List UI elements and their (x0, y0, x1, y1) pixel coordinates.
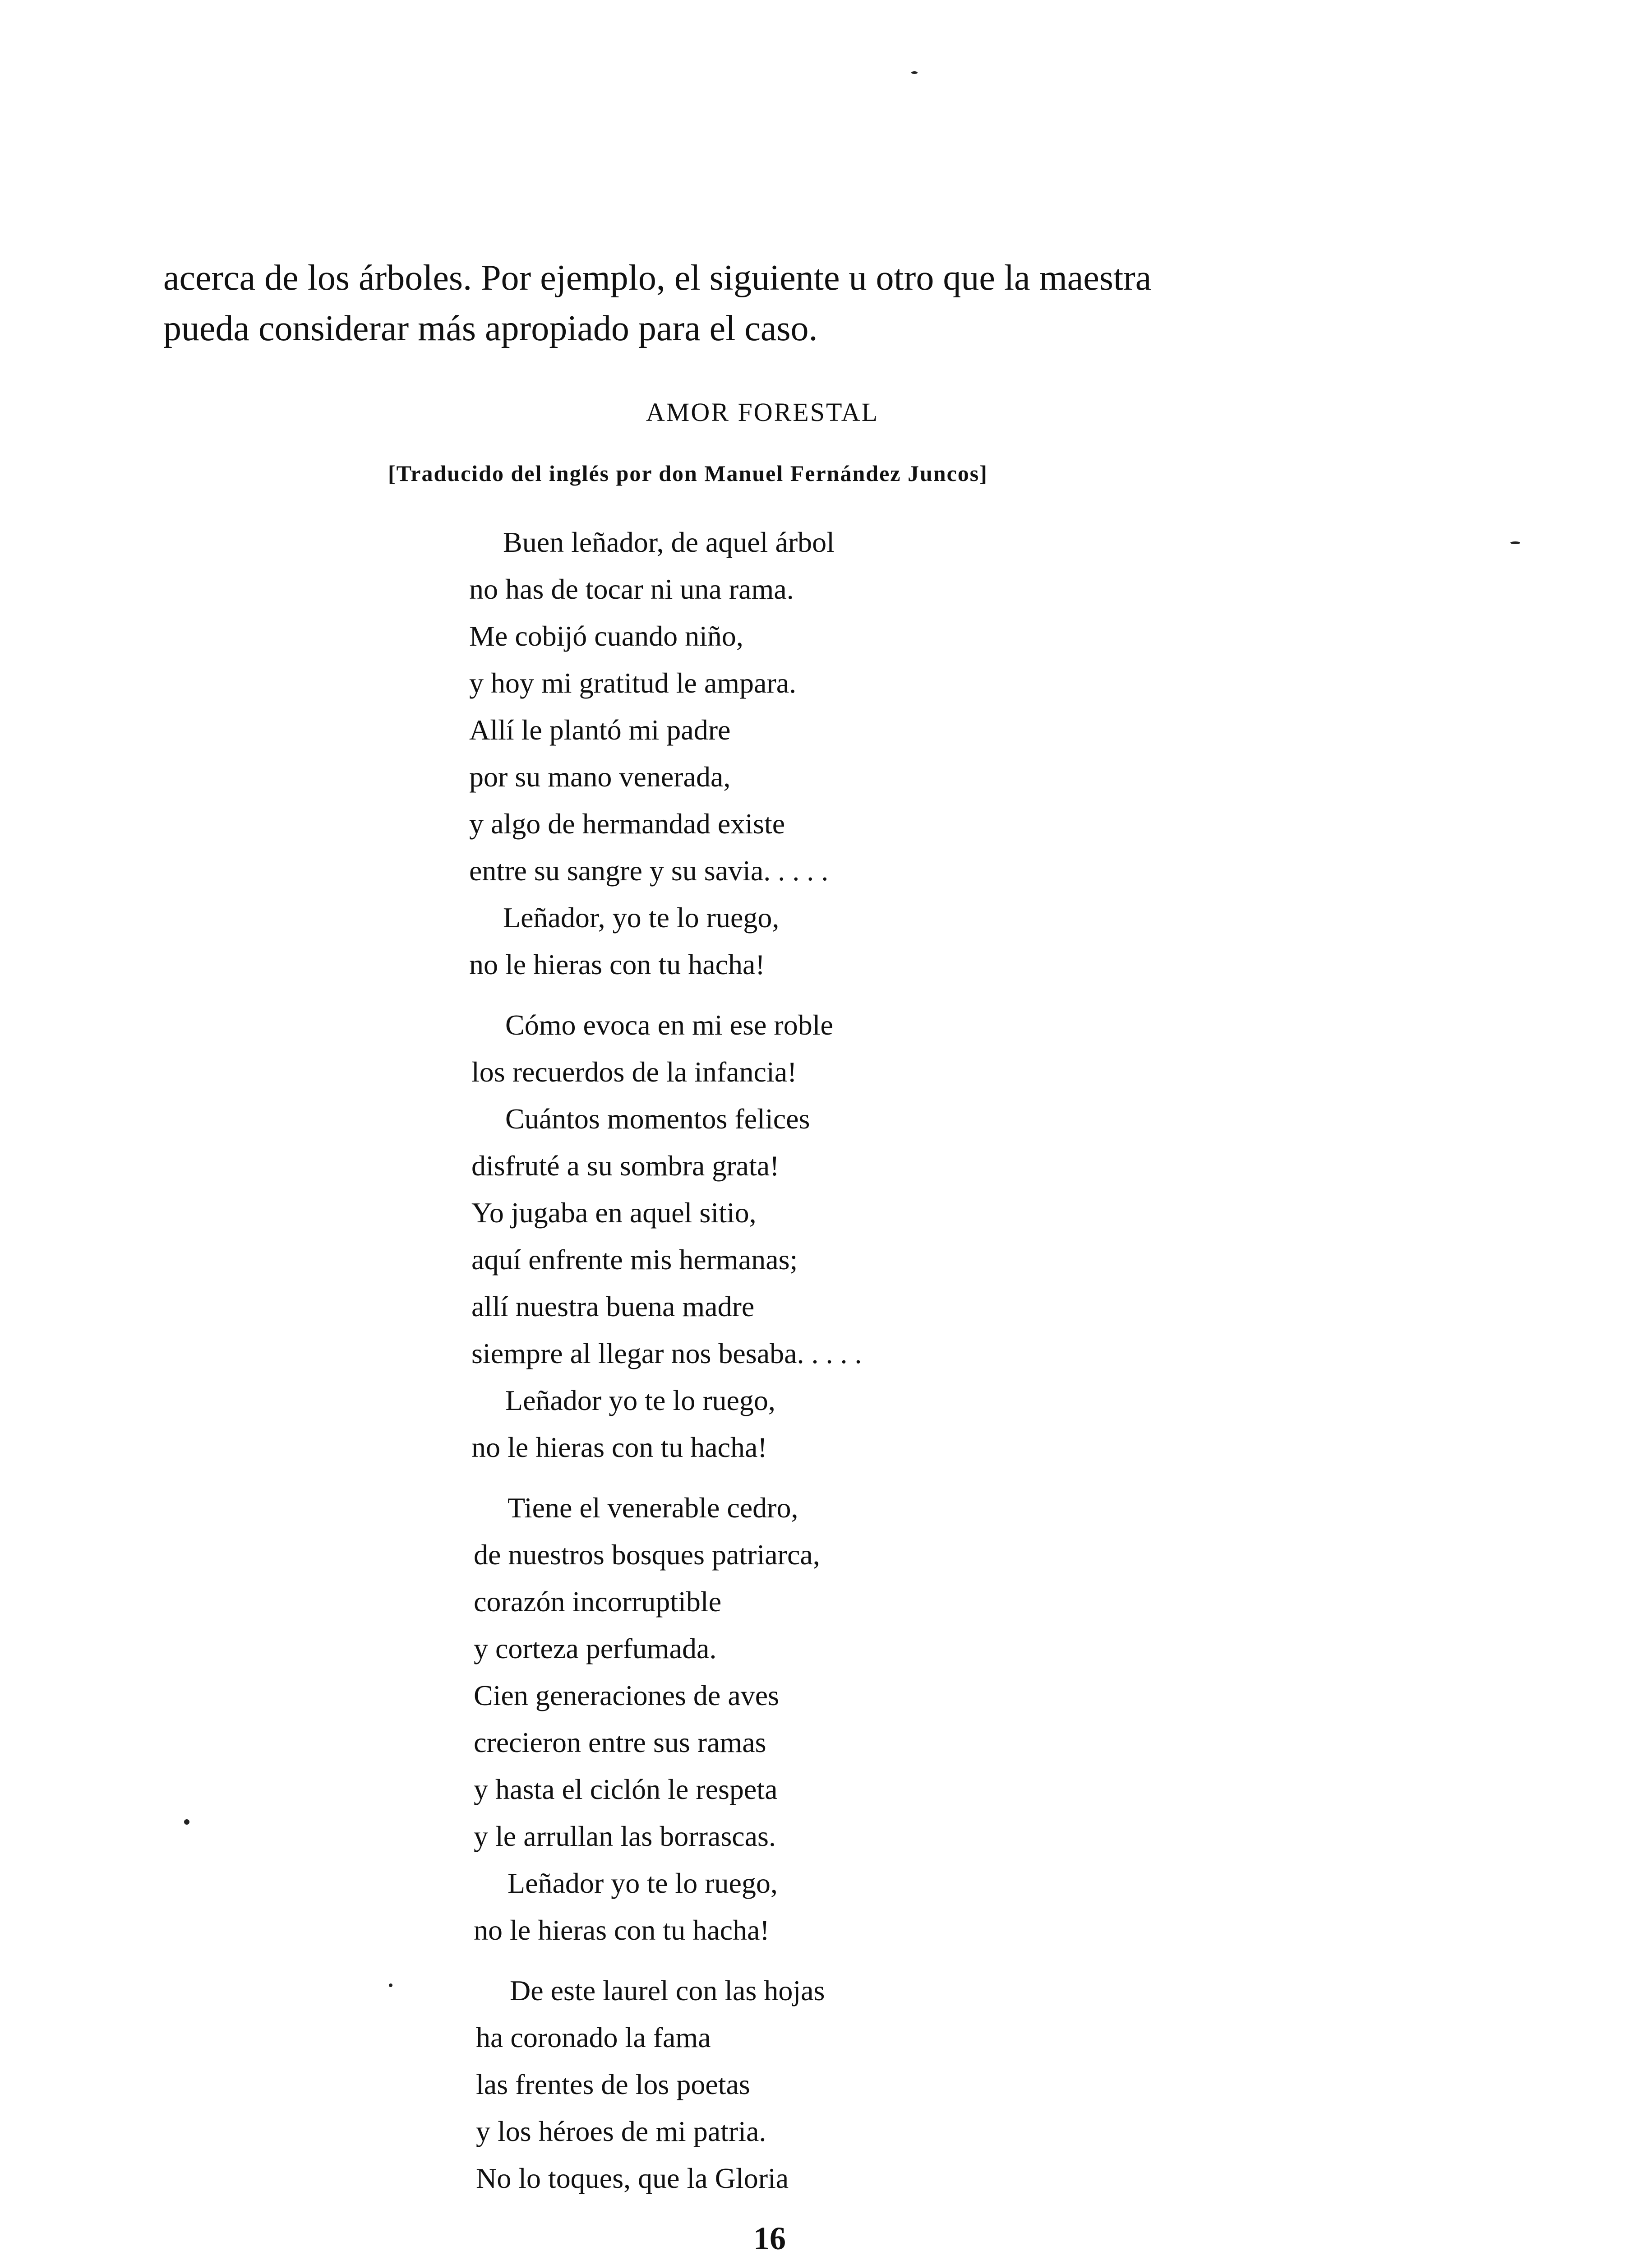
scan-speck (1510, 541, 1520, 544)
poem-line: allí nuestra buena madre (471, 1290, 755, 1322)
page-number: 16 (753, 2220, 786, 2256)
poem-refrain-line: no le hieras con tu hacha! (471, 1431, 767, 1463)
poem-line: Cómo evoca en mi ese roble (505, 1009, 833, 1041)
poem-line: corazón incorruptible (474, 1586, 722, 1618)
poem-stanza-1 (469, 519, 835, 988)
poem-line: y le arrullan las borrascas. (474, 1820, 776, 1852)
poem-line: las frentes de los poetas (476, 2068, 750, 2100)
scan-speck (911, 71, 918, 74)
poem-title: AMOR FORESTAL (646, 398, 879, 427)
poem-line: Tiene el venerable cedro, (508, 1492, 798, 1524)
poem-line: por su mano venerada, (469, 761, 731, 793)
poem-line: entre su sangre y su savia. . . . . (469, 855, 829, 887)
poem-line: de nuestros bosques patriarca, (474, 1539, 820, 1571)
poem-line: y hasta el ciclón le respeta (474, 1773, 778, 1805)
poem-line: los recuerdos de la infancia! (471, 1056, 797, 1088)
scan-speck (389, 1983, 392, 1987)
poem-refrain-line: Leñador yo te lo ruego, (508, 1867, 778, 1899)
intro-line: pueda considerar más apropiado para el caso. (163, 309, 818, 348)
poem-line: Cien generaciones de aves (474, 1679, 780, 1711)
intro-line: acerca de los árboles. Por ejemplo, el siguiente u otro que la maestra (163, 258, 1152, 298)
intro-paragraph (163, 253, 1381, 354)
poem-line: No lo toques, que la Gloria (476, 2162, 789, 2194)
poem-line: Yo jugaba en aquel sitio, (471, 1197, 757, 1229)
poem-line: y algo de hermandad existe (469, 808, 785, 840)
poem-line: Buen leñador, de aquel árbol (503, 526, 835, 558)
poem-refrain-line: no le hieras con tu hacha! (474, 1914, 770, 1946)
poem-stanza-3 (474, 1484, 820, 1954)
poem-line: y los héroes de mi patria. (476, 2115, 766, 2147)
poem-line: no has de tocar ni una rama. (469, 573, 794, 605)
poem-refrain-line: Leñador, yo te lo ruego, (503, 901, 780, 934)
poem-line: Me cobijó cuando niño, (469, 620, 743, 652)
poem-stanza-4 (476, 1967, 825, 2202)
poem-line: ha coronado la fama (476, 2021, 711, 2053)
poem-refrain-line: no le hieras con tu hacha! (469, 948, 765, 980)
poem-refrain-line: Leñador yo te lo ruego, (505, 1384, 775, 1416)
poem-stanza-2 (471, 1002, 862, 1471)
scan-speck (184, 1819, 189, 1825)
poem-line: y corteza perfumada. (474, 1632, 717, 1664)
poem-line: Cuántos momentos felices (505, 1103, 810, 1135)
poem-credit: [Traducido del inglés por don Manuel Fernández Juncos] (388, 461, 988, 486)
poem-line: disfruté a su sombra grata! (471, 1150, 780, 1182)
poem-line: aquí enfrente mis hermanas; (471, 1244, 798, 1276)
poem-line: y hoy mi gratitud le ampara. (469, 667, 797, 699)
poem-line: crecieron entre sus ramas (474, 1726, 766, 1758)
poem-line: Allí le plantó mi padre (469, 714, 731, 746)
poem-line: siempre al llegar nos besaba. . . . . (471, 1337, 862, 1369)
poem-line: De este laurel con las hojas (510, 1974, 825, 2006)
